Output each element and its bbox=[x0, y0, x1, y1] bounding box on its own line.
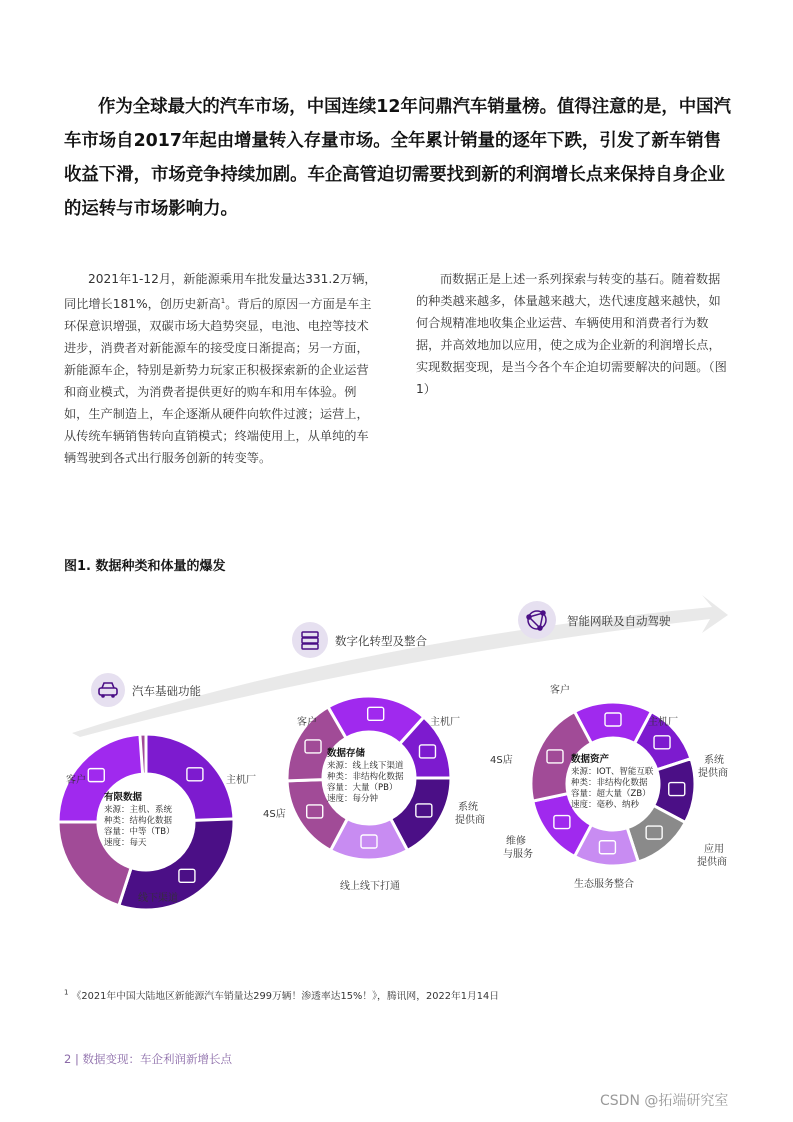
footnote-text: 《2021年中国大陆地区新能源汽车销量达299万辆！渗透率达15%！》，腾讯网，2022年1月14日 bbox=[71, 991, 500, 1002]
d2-label-4s: 4S店 bbox=[263, 809, 286, 820]
left-text-part2: 。背后的原因一方面是车主环保意识增强，双碳市场大趋势突显，电池、电控等技术进步，消费者对新能源车的接受度日渐提高；另一方面，新能源车企，特别是新势力玩家正积极探索新的企业运营和商业模式，为消费者提供更好的购车和用车体验。例如，生产制造上，车企逐渐从硬件向软件过渡；运营上，从传统车辆销售转向直销模式；终端使用上，从单纯的车辆驾驶到各式出行服务创新的转变等。 bbox=[64, 297, 372, 466]
stage-label-3: 智能网联及自动驾驶 bbox=[567, 614, 671, 628]
left-text-part1: 2021年1-12月，新能源乘用车批发量达331.2万辆，同比增长181%，创历史新高 bbox=[64, 272, 377, 312]
page-footer: 2 | 数据变现：车企利润新增长点 bbox=[64, 1052, 233, 1066]
donut-chart-1 bbox=[58, 734, 234, 910]
d3-label-app-provider: 提供商 bbox=[697, 857, 727, 868]
d2-label-system: 系统 bbox=[458, 802, 478, 813]
donut-center-line: 速度：每分钟 bbox=[327, 794, 379, 804]
body-column-right: 而数据正是上述一系列探索与转变的基石。随着数据的种类越来越多，体量越来越大，迭代速度越来越快，如何合规精准地收集企业运营、车辆使用和消费者行为数据，并高效地加以应用，使之成为企业新的利润增长点，实现数据变现，是当今各个车企迫切需要解决的问题。（图1） bbox=[416, 272, 727, 396]
body-column-left bbox=[64, 268, 379, 469]
donut-center-line: 容量：超大量（ZB） bbox=[571, 789, 651, 799]
donut-center-line: 来源：主机、系统 bbox=[104, 805, 173, 815]
d3-label-provider: 提供商 bbox=[698, 768, 728, 779]
donut-center-line: 来源：IOT、智能互联 bbox=[571, 767, 654, 777]
car-icon-bg bbox=[91, 673, 125, 707]
donut-center-title: 有限数据 bbox=[104, 792, 143, 803]
donut-center-line: 来源：线上线下渠道 bbox=[327, 761, 404, 771]
donut-center-line: 容量：中等（TB） bbox=[104, 827, 175, 837]
lead-paragraph: 作为全球最大的汽车市场，中国连续12年问鼎汽车销量榜。值得注意的是，中国汽车市场自2017年起由增量转入存量市场。全年累计销量的逐年下跌，引发了新车销售收益下滑，市场竞争持续加剧。车企高管迫切需要找到新的利润增长点来保持自身企业的运转与市场影响力。 bbox=[64, 97, 731, 219]
donut-center-line: 种类：非结构化数据 bbox=[571, 778, 648, 788]
donut-center-line: 容量：大量（PB） bbox=[327, 783, 398, 793]
d3-label-app: 应用 bbox=[704, 844, 724, 855]
d1-label-offline: 线下渠道 bbox=[138, 893, 178, 904]
donut-center-line: 速度：每天 bbox=[104, 838, 147, 848]
d1-label-oem: 主机厂 bbox=[226, 775, 256, 786]
donut-center-title: 数据资产 bbox=[571, 754, 610, 765]
watermark: CSDN @拓端研究室 bbox=[600, 1093, 729, 1109]
network-icon-bg bbox=[518, 601, 556, 639]
figure-title: 图1. 数据种类和体量的爆发 bbox=[64, 559, 226, 574]
d3-label-oem: 主机厂 bbox=[648, 717, 678, 728]
d1-label-customer: 客户 bbox=[66, 775, 86, 786]
d3-label-4s: 4S店 bbox=[490, 755, 513, 766]
stage-label-1: 汽车基础功能 bbox=[132, 684, 201, 698]
donut-center-line: 速度：毫秒、纳秒 bbox=[571, 800, 640, 810]
donut-center-line: 种类：结构化数据 bbox=[104, 816, 173, 826]
footnote-number: 1 bbox=[64, 988, 69, 997]
d2-label-online-offline: 线上线下打通 bbox=[340, 881, 400, 892]
figure-diagram bbox=[0, 585, 793, 915]
server-icon-bg bbox=[292, 622, 328, 658]
footnote bbox=[64, 988, 499, 1002]
donut-center-line: 种类：非结构化数据 bbox=[327, 772, 404, 782]
stage-label-2: 数字化转型及整合 bbox=[335, 634, 427, 648]
donut-center-title: 数据存储 bbox=[327, 748, 366, 759]
d3-label-customer: 客户 bbox=[550, 685, 570, 696]
d3-label-repair: 维修 bbox=[506, 836, 526, 847]
footnote-ref[interactable]: 1 bbox=[220, 297, 226, 305]
d2-label-provider: 提供商 bbox=[455, 815, 485, 826]
d3-label-system: 系统 bbox=[704, 755, 724, 766]
d2-label-customer: 客户 bbox=[297, 717, 317, 728]
d3-label-ecosystem: 生态服务整合 bbox=[574, 879, 634, 890]
d2-label-oem: 主机厂 bbox=[430, 717, 460, 728]
d3-label-service: 与服务 bbox=[503, 849, 533, 860]
